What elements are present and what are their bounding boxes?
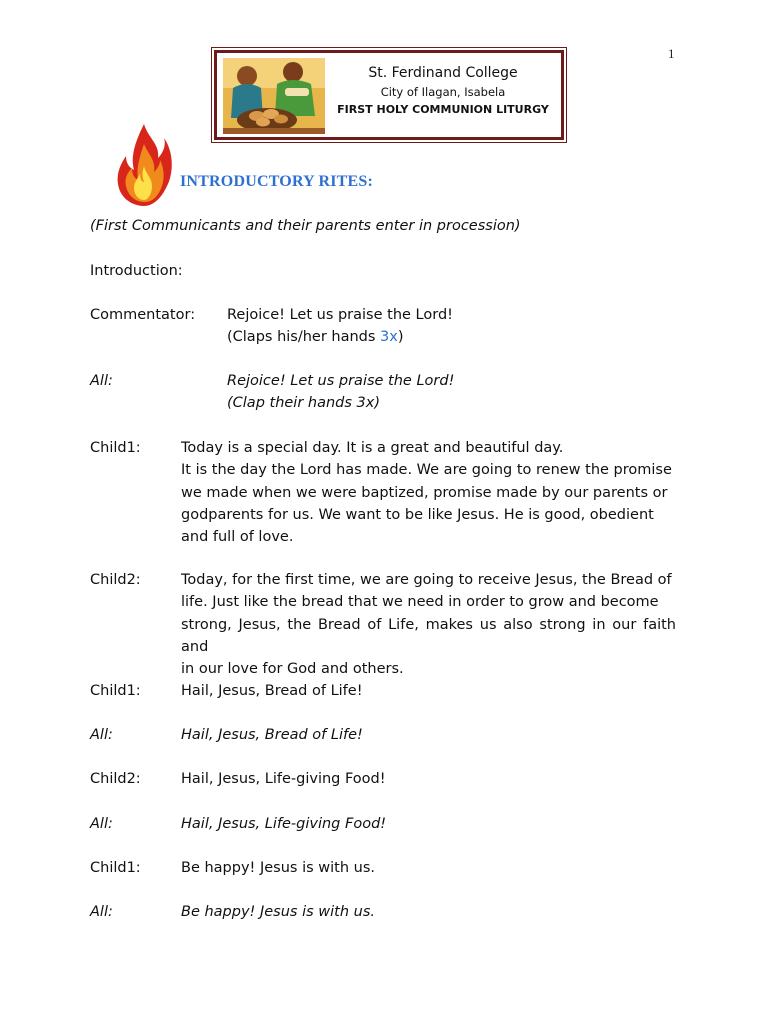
paragraph-line: in our love for God and others.	[181, 661, 404, 678]
bread-sharing-illustration	[223, 58, 325, 134]
all-acclamation: Hail, Jesus, Life-giving Food!	[181, 816, 387, 832]
liturgy-title: FIRST HOLY COMMUNION LITURGY	[337, 103, 549, 116]
section-title: INTRODUCTORY RITES:	[180, 173, 374, 190]
speaker-child1: Child1:	[90, 860, 141, 876]
paragraph-line: we made when we were baptized, promise made by our parents or	[181, 484, 668, 501]
paragraph-line: life. Just like the bread that we need in order to grow and become	[181, 594, 659, 611]
college-city: City of Ilagan, Isabela	[380, 85, 506, 99]
speaker-child2: Child2:	[90, 771, 141, 787]
procession-rubric: (First Communicants and their parents enter in procession)	[90, 218, 521, 234]
child1-paragraph	[181, 437, 676, 548]
speaker-all: All:	[90, 373, 113, 389]
header-banner	[214, 50, 564, 140]
speaker-commentator: Commentator:	[90, 307, 196, 323]
all-rubric: (Clap their hands 3x)	[227, 395, 381, 411]
paragraph-line: godparents for us. We want to be like Jesus. He is good, obedient	[181, 506, 654, 523]
paragraph-line: and full of love.	[181, 529, 294, 546]
child2-acclamation: Hail, Jesus, Life-giving Food!	[181, 771, 386, 787]
commentator-rubric	[227, 326, 404, 348]
all-response: Rejoice! Let us praise the Lord!	[227, 373, 455, 389]
speaker-all: All:	[90, 727, 113, 743]
flame-icon	[114, 122, 174, 208]
speaker-child1: Child1:	[90, 683, 141, 699]
paragraph-line: It is the day the Lord has made. We are going to renew the promise	[181, 462, 672, 479]
college-name: St. Ferdinand College	[368, 65, 518, 81]
speaker-all: All:	[90, 904, 113, 920]
all-acclamation: Be happy! Jesus is with us.	[181, 904, 375, 920]
commentator-line: Rejoice! Let us praise the Lord!	[227, 307, 453, 323]
paragraph-line: Today is a special day. It is a great and beautiful day.	[181, 440, 564, 456]
all-acclamation: Hail, Jesus, Bread of Life!	[181, 727, 363, 743]
paragraph-line: strong, Jesus, the Bread of Life, makes us also strong in our faith and	[181, 616, 676, 655]
clap-count: 3x	[380, 329, 398, 345]
speaker-child1: Child1:	[90, 440, 141, 456]
page-number: 1	[668, 46, 675, 61]
commentator-rubric-start: (Claps his/her hands	[227, 329, 381, 345]
speaker-child2: Child2:	[90, 572, 141, 588]
paragraph-line: Today, for the first time, we are going to receive Jesus, the Bread of	[181, 572, 672, 588]
speaker-all: All:	[90, 816, 113, 832]
child1-acclamation: Be happy! Jesus is with us.	[181, 860, 375, 876]
child2-paragraph	[181, 569, 676, 680]
commentator-rubric-end: )	[397, 329, 404, 345]
introduction-label: Introduction:	[90, 263, 183, 279]
child1-acclamation: Hail, Jesus, Bread of Life!	[181, 683, 363, 699]
